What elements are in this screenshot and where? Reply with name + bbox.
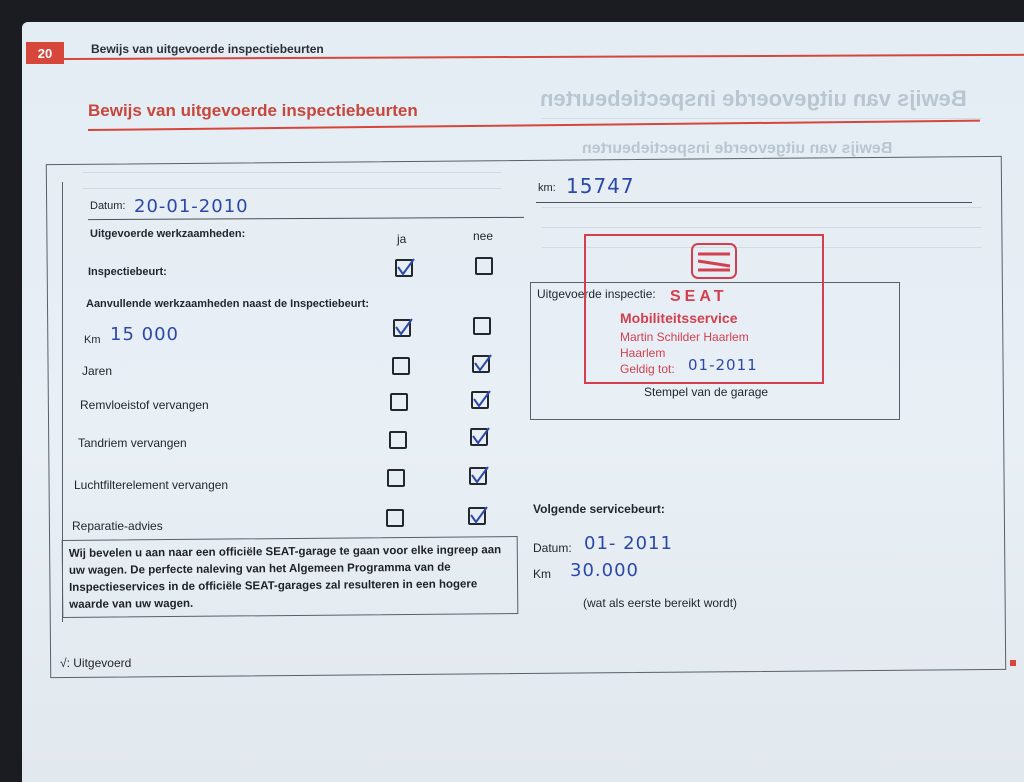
- page-number: 20: [26, 42, 64, 64]
- document-page: [22, 22, 1024, 782]
- nee-column-label: nee: [473, 229, 494, 243]
- bleed-through-title: Bewijs van uitgevoerde inspectiebeurten: [540, 86, 967, 111]
- volgende-km-handwritten: 30.000: [570, 560, 639, 581]
- check-mark-icon: [469, 465, 491, 487]
- km-row-handwritten: 15 000: [110, 324, 179, 345]
- inspectiebeurt-ja-checkbox[interactable]: [395, 259, 413, 277]
- stamp-brand: SEAT: [670, 288, 728, 305]
- row-tandriem-nee-checkbox[interactable]: [470, 428, 488, 446]
- row-jaren-label: Jaren: [82, 364, 113, 378]
- stamp-line1: Mobiliteitsservice: [620, 310, 738, 326]
- check-mark-icon: [395, 257, 417, 279]
- inspectiebeurt-nee-checkbox[interactable]: [475, 257, 493, 275]
- km-row-label: Km: [84, 334, 101, 346]
- row-reparatie-nee-checkbox[interactable]: [468, 507, 486, 525]
- stamp-geldig-label: Geldig tot:: [620, 362, 675, 376]
- advice-box: [62, 536, 519, 618]
- bleed-line: [542, 118, 982, 119]
- werkzaamheden-label: Uitgevoerde werkzaamheden:: [90, 228, 246, 240]
- volgende-datum-label: Datum:: [533, 541, 572, 555]
- inspectiebeurt-label: Inspectiebeurt:: [88, 266, 167, 278]
- bleed-through-subtitle: Bewijs van uitgevoerde inspectiebeurten: [582, 140, 893, 157]
- check-mark-icon: [472, 353, 494, 375]
- volgende-datum-handwritten: 01- 2011: [584, 533, 673, 554]
- aanvullend-label: Aanvullende werkzaamheden naast de Inspectiebeurt:: [86, 298, 370, 310]
- section-title: Bewijs van uitgevoerde inspectiebeurten: [88, 101, 418, 120]
- volgende-note: (wat als eerste bereikt wordt): [583, 596, 738, 610]
- advice-text: Wij bevelen u aan naar een officiële SEAT-garage te gaan voor elke ingreep aan uw wagen. De perfecte naleving van het Algemeen Programma van de Inspectieservices in de officiële SEAT-garages zal resulteren in een hogere waarde van uw wagen.: [68, 544, 502, 611]
- row-reparatie-ja-checkbox[interactable]: [386, 509, 404, 527]
- check-mark-icon: [393, 317, 415, 339]
- row-jaren-nee-checkbox[interactable]: [472, 355, 490, 373]
- km-handwritten: 15747: [566, 174, 635, 198]
- row-remvloeistof-label: Remvloeistof vervangen: [80, 398, 209, 412]
- row-remvloeistof-ja-checkbox[interactable]: [390, 393, 408, 411]
- row-luchtfilter-ja-checkbox[interactable]: [387, 469, 405, 487]
- km-rule: [536, 202, 972, 203]
- volgende-km-label: Km: [533, 567, 551, 581]
- ja-column-label: ja: [397, 232, 407, 246]
- garage-stamp: [584, 234, 824, 384]
- volgende-label: Volgende servicebeurt:: [533, 502, 665, 516]
- row-remvloeistof-nee-checkbox[interactable]: [471, 391, 489, 409]
- stamp-line3: Haarlem: [620, 346, 666, 360]
- row-reparatie-label: Reparatie-advies: [72, 519, 163, 533]
- stempel-label: Stempel van de garage: [644, 385, 769, 399]
- row-tandriem-label: Tandriem vervangen: [78, 436, 187, 450]
- section-rule: [88, 120, 980, 131]
- stamp-line2: Martin Schilder Haarlem: [620, 330, 749, 344]
- km-row-nee-checkbox[interactable]: [473, 317, 491, 335]
- row-jaren-ja-checkbox[interactable]: [392, 357, 410, 375]
- check-mark-icon: [468, 505, 490, 527]
- datum-label: Datum:: [90, 200, 126, 212]
- seat-logo-icon: [690, 242, 740, 282]
- row-tandriem-ja-checkbox[interactable]: [389, 431, 407, 449]
- check-mark-icon: [470, 426, 492, 448]
- page-marker: [1010, 660, 1016, 666]
- km-row-ja-checkbox[interactable]: [393, 319, 411, 337]
- legend-uitgevoerd: √: Uitgevoerd: [60, 656, 132, 670]
- row-luchtfilter-label: Luchtfilterelement vervangen: [74, 478, 229, 492]
- km-label: km:: [538, 182, 556, 194]
- inspectie-label: Uitgevoerde inspectie:: [537, 287, 656, 301]
- running-title: Bewijs van uitgevoerde inspectiebeurten: [91, 42, 324, 56]
- row-luchtfilter-nee-checkbox[interactable]: [469, 467, 487, 485]
- check-mark-icon: [471, 389, 493, 411]
- datum-handwritten: 20-01-2010: [134, 196, 249, 217]
- stamp-geldig-handwritten: 01-2011: [688, 356, 758, 374]
